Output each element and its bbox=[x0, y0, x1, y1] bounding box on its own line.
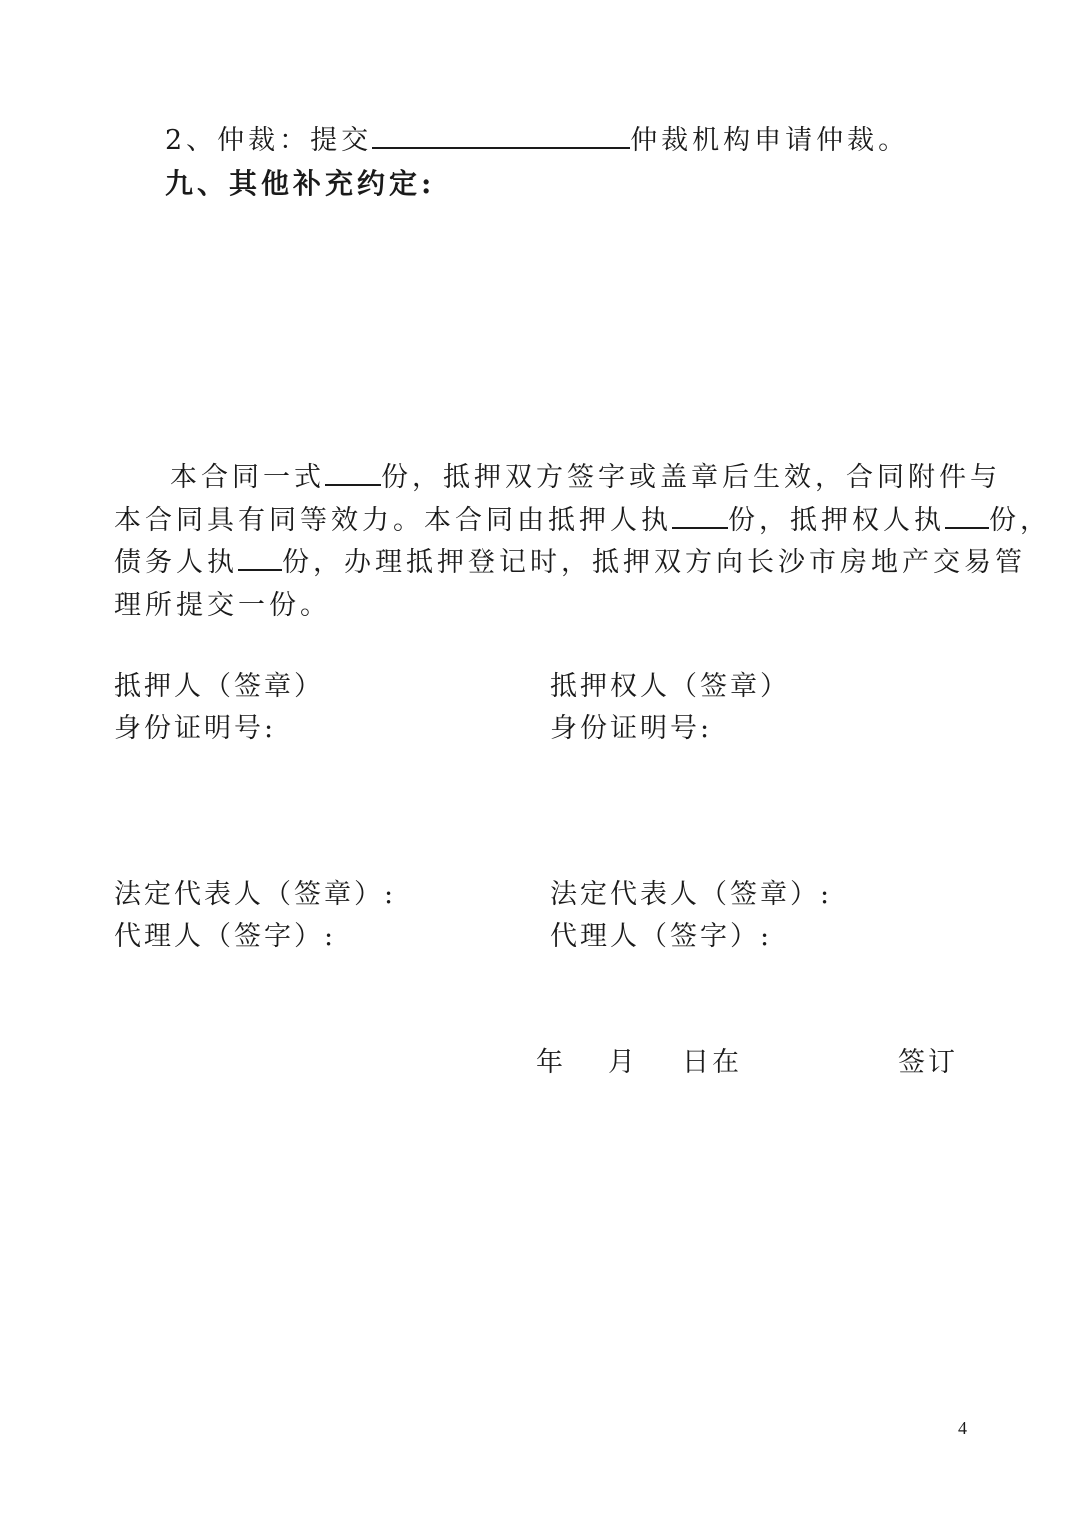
closing-text: 本合同具有同等效力。本合同由抵押人执 bbox=[114, 505, 672, 536]
clause-2-arbitration bbox=[165, 118, 909, 157]
section-9-heading: 九、其他补充约定: bbox=[165, 167, 436, 200]
closing-text: 份，抵押双方签字或盖章后生效，合同附件与 bbox=[381, 462, 1001, 493]
closing-line-1 bbox=[170, 455, 1001, 494]
clause-2-prefix: 2、仲裁：提交 bbox=[165, 125, 373, 156]
copies-debtor-blank bbox=[238, 545, 282, 571]
mortgagor-agent-label: 代理人（签字）: bbox=[114, 921, 337, 952]
closing-text: 份，办理抵押登记时，抵押双方向长沙市房地产交易管 bbox=[282, 547, 1026, 578]
date-day-at-label: 日在 bbox=[682, 1047, 742, 1078]
closing-text: 份， bbox=[989, 505, 1051, 536]
clause-2-suffix: 仲裁机构申请仲裁。 bbox=[630, 125, 910, 156]
date-year-label: 年 bbox=[536, 1047, 566, 1078]
signed-label: 签订 bbox=[898, 1047, 958, 1078]
closing-line-3 bbox=[114, 540, 1026, 579]
closing-text: 本合同一式 bbox=[170, 462, 325, 493]
closing-text: 份，抵押权人执 bbox=[728, 505, 945, 536]
mortgagor-id-label: 身份证明号: bbox=[114, 713, 277, 744]
page-number: 4 bbox=[958, 1418, 967, 1438]
mortgagee-id-label: 身份证明号: bbox=[550, 713, 713, 744]
mortgagor-signature-label: 抵押人（签章） bbox=[114, 671, 324, 702]
copies-mortgagor-blank bbox=[672, 503, 728, 529]
mortgagor-legal-rep-label: 法定代表人（签章）: bbox=[114, 879, 397, 910]
date-month-label: 月 bbox=[608, 1047, 638, 1078]
arbitration-institution-blank bbox=[372, 123, 630, 149]
mortgagee-agent-label: 代理人（签字）: bbox=[550, 921, 773, 952]
copies-total-blank bbox=[325, 460, 381, 486]
closing-line-2 bbox=[114, 498, 1051, 537]
closing-text: 债务人执 bbox=[114, 547, 238, 578]
mortgagee-signature-label: 抵押权人（签章） bbox=[550, 671, 790, 702]
copies-mortgagee-blank bbox=[945, 503, 989, 529]
mortgagee-legal-rep-label: 法定代表人（签章）: bbox=[550, 879, 833, 910]
closing-line-4: 理所提交一份。 bbox=[114, 590, 331, 621]
